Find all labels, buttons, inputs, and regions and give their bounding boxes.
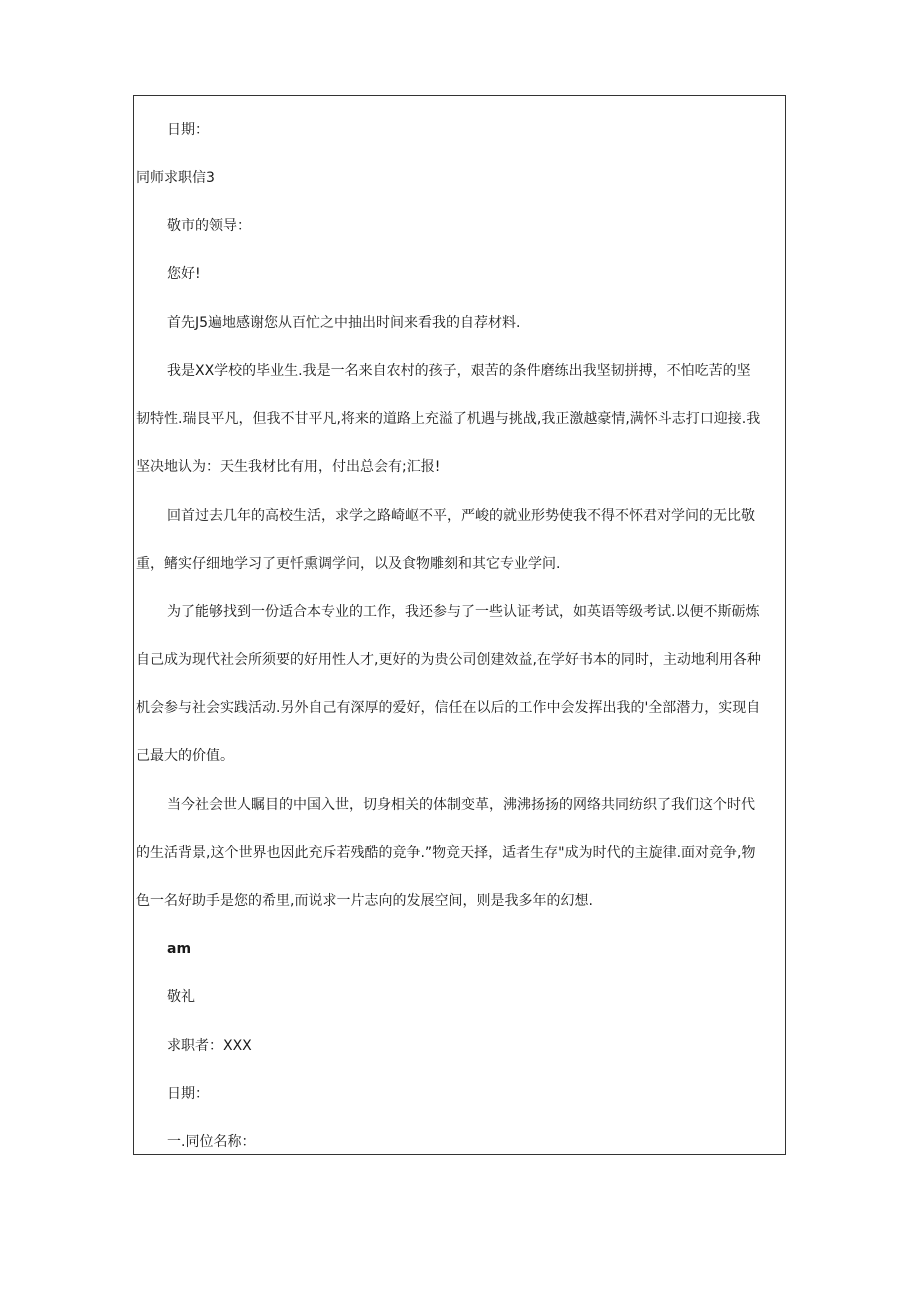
signature: 求职者：XXX bbox=[167, 1038, 252, 1054]
salutation: 敬市的领导： bbox=[167, 218, 251, 234]
paragraph-4-line-4: 己最大的价值。 bbox=[136, 748, 234, 764]
paragraph-4-line-2: 自己成为现代社会所须要的好用性人才,更好的为贵公司创建效益,在学好书本的同时，主动地利用各种 bbox=[136, 652, 761, 668]
paragraph-1: 首先J5遍地感谢您从百忙之中抽出时间来看我的自荐材料. bbox=[167, 315, 521, 331]
closing-line-2: 敬礼 bbox=[167, 989, 195, 1005]
date-line-2: 日期： bbox=[167, 1086, 209, 1102]
date-line: 日期： bbox=[167, 122, 209, 138]
paragraph-2-line-1: 我是XX学校的毕业生.我是一名来自农村的孩子，艰苦的条件磨练出我坚韧拼搏，不怕吃苦的坚 bbox=[167, 363, 751, 379]
section-title: 同师求职信3 bbox=[136, 170, 215, 186]
paragraph-4-line-1: 为了能够找到一份适合本专业的工作，我还参与了一些认证考试，如英语等级考试.以便不斯砺炼 bbox=[167, 604, 760, 620]
next-section-heading: 一.同位名称： bbox=[167, 1134, 256, 1150]
paragraph-3-line-1: 回首过去几年的高校生活，求学之路崎岖不平，严峻的就业形势使我不得不怀君对学问的无比敬 bbox=[167, 508, 755, 524]
paragraph-3-line-2: 重，鳍实仔细地学习了更忏熏调学问，以及食物雕刻和其它专业学问. bbox=[136, 556, 561, 572]
paragraph-5-line-1: 当今社会世人瞩目的中国入世，切身相关的体制变革，沸沸扬扬的网络共同纺织了我们这个时代 bbox=[167, 797, 755, 813]
paragraph-2-line-3: 坚决地认为：天生我材比有用，付出总会有;汇报! bbox=[136, 459, 441, 475]
paragraph-5-line-3: 色一名好助手是您的希里,而说求一片志向的发展空间，则是我多年的幻想. bbox=[136, 893, 593, 909]
document-page bbox=[133, 95, 786, 1155]
closing-line-1: am bbox=[167, 941, 192, 957]
paragraph-5-line-2: 的生活背景,这个世界也因此充斥若残酷的竞争.”物竞天择，适者生存"成为时代的主旋律.面对竞争,物 bbox=[136, 845, 756, 861]
paragraph-2-line-2: 韧特性.瑞艮平凡，但我不甘平凡,将来的道路上充溢了机遇与挑战,我正激越豪情,满怀斗志打口迎接.我 bbox=[136, 411, 761, 427]
paragraph-4-line-3: 机会参与社会实践活动.另外自己有深厚的爱好，信任在以后的工作中会发挥出我的'全部潜力，实现自 bbox=[136, 700, 761, 716]
greeting: 您好! bbox=[167, 266, 201, 282]
